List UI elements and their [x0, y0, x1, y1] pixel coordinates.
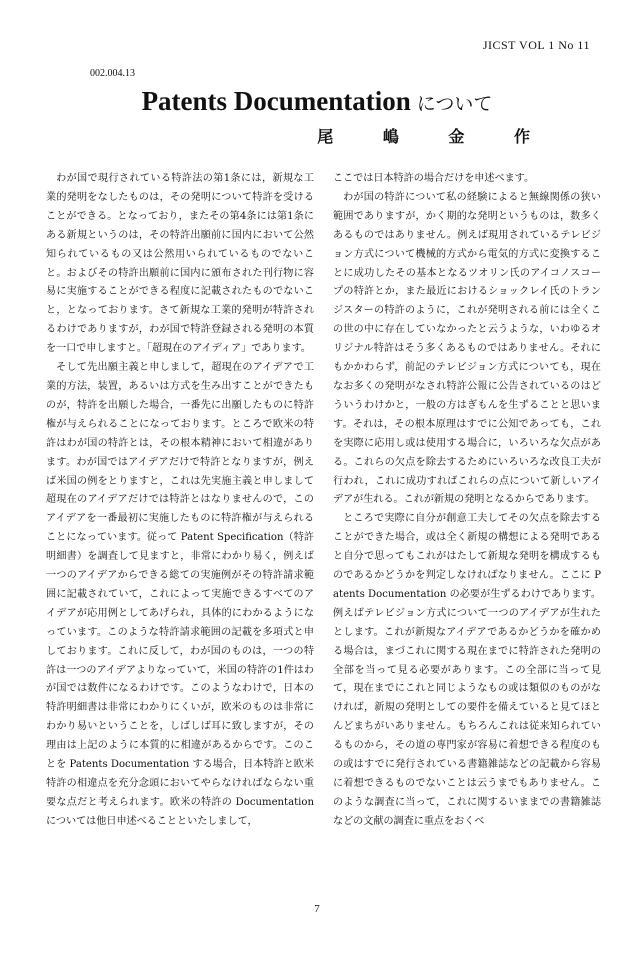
paragraph: ここでは日本特許の場合だけを申述べます。: [333, 173, 535, 184]
article-title: [0, 86, 634, 117]
paragraph: そして先出願主義と申しまして，超現在のアイデアで工業的方法，装置，あるいは方式を生み出すことができたものが，特許を出願した場合，一番先に出願したものに特許権が与えられることになっております。ところで欧米の特許はわが国の特許とは，その根本精神において相違があります。わが国ではアイデアだけで特許となりますが，例えば米国の例をとりますと，これは先実施主義と申しまして超現在のアイデアだけでは特許とはなりませんので，このアイデアを一番最初に実施したものに特許権が与えられることになっています。従って Patent Specification（特許明細書）を調査して見ますと，非常にわかり易く，例えば一つのアイデアからできる総ての実施例がその特許請求範囲に記載されていて，これによって実施できるすべてのアイデアが応用例としてあげられ，具体的にわかるようになっています。このような特許請求範囲の記載を多項式と申しております。これに反して，わが国のものは，一つの特許は一つのアイデアよりなっていて，米国の特許の1件はわが国では数件になるわけです。このようなわけで，日本の特許明細書は非常にわかりにくいが，欧米のものは非常にわかり易いということを，しばしば耳に致しますが，その理由は上記のように本質的に相違があるからです。このことを Patents Documentation する場合，日本特許と欧米特許の相違点を充分念頭においてやらなければならない重要な点だと考えられます。欧米の特許の Documentation については他日申述べることといたしまして，: [46, 362, 314, 827]
title-japanese: について: [416, 93, 493, 115]
title-english: Patents Documentation: [141, 86, 411, 116]
right-column: [333, 170, 601, 832]
journal-header: JICST VOL 1 No 11: [482, 38, 590, 52]
author-name: 尾 嶋 金 作: [317, 127, 552, 146]
page-number: 7: [314, 903, 320, 915]
paragraph: わが国で現行されている特許法の第1条には，新規な工業的発明をなしたものは，その発明について特許を受けることができる。となっており，またその第4条には第1条にある新規というのは，その特許出願前に国内において公然知られているもの又は公然用いられているものでないこと。およびその特許出願前に国内に頒布された刊行物に容易に実施することができる程度に記載されたものでないこと，となっております。さて新規な工業的発明が特許されるわけでありますが，わが国で特許登録される発明の本質を一口で申しますと。「超現在のアイディア」であります。: [46, 173, 314, 355]
classification-code: 002.004.13: [90, 68, 135, 79]
paragraph: わが国の特許について私の経験によると無線関係の狭い範囲でありますが，かく期的な発明というものは，数多くあるものではありません。例えば現用されているテレビジョン方式について機械的方式から電気的方式に変換することに成功したその基本となるツオリン氏のアイコノスコープの特許とか，また最近におけるショックレイ氏のトランジスターの特許のように，これが発明される前には全くこの世の中に存在していなかったと云うような，いわゆるオリジナル特許はそう多くあるものではありません。それにもかかわらず，前記のテレビジョン方式についても，現在なお多くの発明がなされ特許公報に公告されているのはどういうわけかと，一般の方はぎもんを生ずることと思います。それは，その根本原理はすでに公知であっても，これを実際に応用し或は使用する場合に，いろいろな欠点がある。これらの欠点を除去するためにいろいろな改良工夫が行われ，これに成功すればこれらの点について新しいアイデアが生れる。これが新規の発明となるからであります。: [333, 191, 601, 506]
paragraph: ところで実際に自分が創意工夫してその欠点を除去することができた場合，或は全く新規の構想による発明であると自分で思ってもこれがはたして新規な発明を構成するものであるかどうかを判定しなければなりません。ここに Patents Documentation の必要が生ずるわけであります。例えばテレビジョン方式について一つのアイデアが生れたとします。これが新規なアイデアであるかどうかを確かめる場合は，まづこれに関する現在までに特許された発明の全部を当って見る必要があります。この全部に当って見て，現在までにこれと同じようなもの或は類似のものがなければ，新規の発明としての要件を備えていると見てほとんどまちがいありません。もちろんこれは従来知られているものから，その道の専門家が容易に着想できる程度のもの或はすでに発行されている書籍雑誌などの記載から容易に着想できるものでないことは云うまでもありません。このような調査に当って，これに関するいままでの書籍雑誌などの文献の調査に重点をおくべ: [333, 513, 601, 827]
left-column: [46, 170, 314, 832]
